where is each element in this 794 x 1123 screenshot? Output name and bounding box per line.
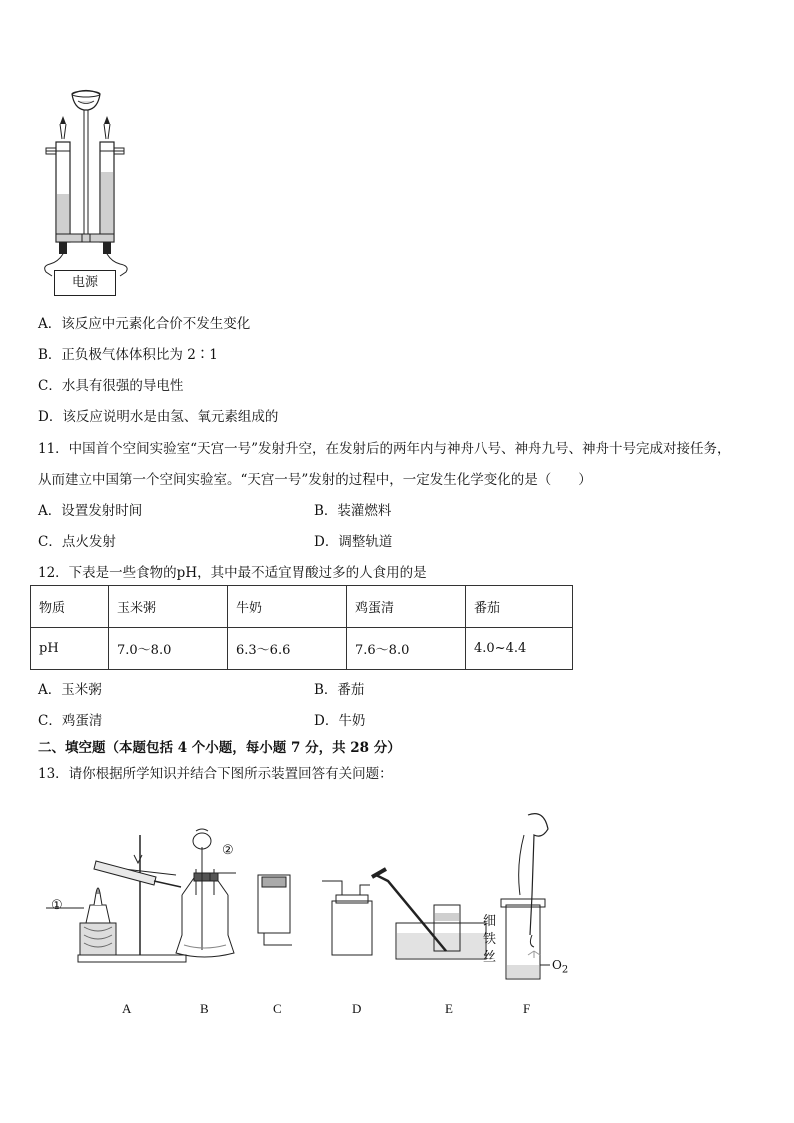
q12-option-d: D．牛奶 bbox=[314, 713, 366, 729]
o2-label bbox=[552, 958, 568, 975]
q11-option-c: C．点火发射 bbox=[38, 534, 116, 550]
table-cell: 牛奶 bbox=[228, 586, 347, 628]
wire-label-3: 丝 bbox=[483, 950, 497, 965]
apparatus-a bbox=[46, 835, 186, 962]
power-source-label: 电源 bbox=[71, 275, 98, 290]
q12-option-c: C．鸡蛋清 bbox=[38, 713, 103, 729]
wire-label-1: 细 bbox=[483, 914, 497, 929]
table-cell: 物质 bbox=[31, 586, 109, 628]
power-source-box bbox=[54, 270, 116, 296]
table-header-row bbox=[31, 586, 573, 628]
marker-1: ① bbox=[51, 898, 63, 913]
apparatus-d bbox=[322, 881, 372, 955]
table-cell: 番茄 bbox=[466, 586, 573, 628]
apparatus-label-b: B bbox=[200, 1001, 209, 1016]
table-row bbox=[31, 628, 573, 670]
q10-option-b: B．正负极气体体积比为 2∶1 bbox=[38, 347, 218, 363]
electrolysis-apparatus-figure bbox=[38, 84, 148, 296]
o2-label-sub: 2 bbox=[561, 964, 569, 976]
table-cell: pH bbox=[31, 628, 109, 670]
q11-option-a: A．设置发射时间 bbox=[38, 503, 143, 519]
apparatus-label-e: E bbox=[445, 1001, 453, 1016]
table-cell: 7.0～8.0 bbox=[109, 628, 228, 670]
ph-table bbox=[30, 585, 573, 670]
table-cell: 鸡蛋清 bbox=[347, 586, 466, 628]
q12-option-b: B．番茄 bbox=[314, 682, 365, 698]
marker-2: ② bbox=[222, 843, 234, 858]
apparatus-label-c: C bbox=[273, 1001, 282, 1016]
table-cell: 6.3～6.6 bbox=[228, 628, 347, 670]
q12-option-a: A．玉米粥 bbox=[38, 682, 102, 698]
apparatus-c bbox=[258, 875, 292, 945]
q10-option-c: C．水具有很强的导电性 bbox=[38, 378, 184, 394]
wire-label-2: 铁 bbox=[483, 932, 497, 947]
q13-stem: 13．请你根据所学知识并结合下图所示装置回答有关问题： bbox=[38, 766, 393, 782]
table-cell: 玉米粥 bbox=[109, 586, 228, 628]
q12-stem: 12．下表是一些食物的pH，其中最不适宜胃酸过多的人食用的是 bbox=[38, 565, 427, 581]
q11-option-d: D．调整轨道 bbox=[314, 534, 393, 550]
apparatus-label-a: A bbox=[122, 1001, 132, 1016]
q10-option-a: A．该反应中元素化合价不发生变化 bbox=[38, 316, 251, 332]
q11-stem-line2: 从而建立中国第一个空间实验室。“天宫一号”发射的过程中，一定发生化学变化的是（ ） bbox=[38, 472, 592, 488]
o2-label-text: O bbox=[552, 958, 562, 972]
q11-stem-line1: 11．中国首个空间实验室“天宫一号”发射升空，在发射后的两年内与神舟八号、神舟九号、神舟十号完成对接任务， bbox=[38, 441, 731, 457]
q10-option-d: D．该反应说明水是由氢、氧元素组成的 bbox=[38, 409, 279, 425]
apparatus-label-d: D bbox=[352, 1001, 362, 1016]
apparatus-e bbox=[372, 869, 486, 959]
q11-option-b: B．装灌燃料 bbox=[314, 503, 392, 519]
table-cell: 7.6～8.0 bbox=[347, 628, 466, 670]
apparatus-f bbox=[501, 814, 550, 979]
table-cell: 4.0~4.4 bbox=[466, 628, 573, 670]
section-heading: 二、填空题（本题包括 4 个小题，每小题 7 分，共 28 分） bbox=[38, 740, 401, 756]
apparatus-label-f: F bbox=[523, 1001, 531, 1016]
